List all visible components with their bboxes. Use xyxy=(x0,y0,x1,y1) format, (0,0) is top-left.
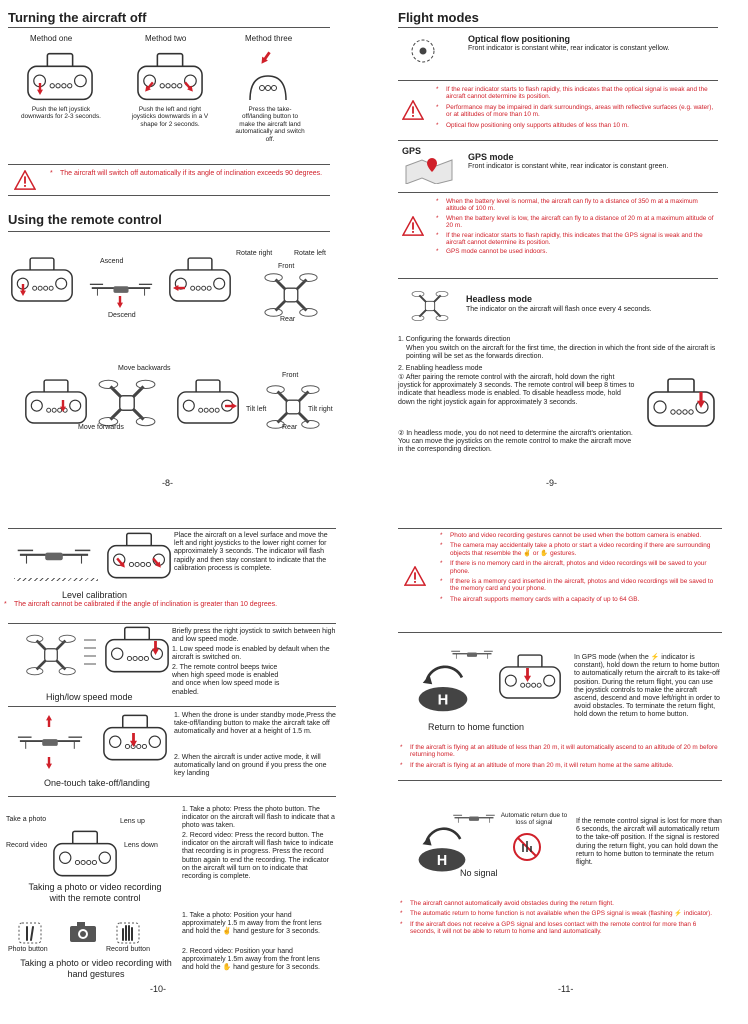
takeoff-caption: One-touch take-off/landing xyxy=(44,778,150,788)
headless-mode-icon xyxy=(410,286,450,326)
enable-step-2: ② In headless mode, you do not need to determine the aircraft's orientation. You can move the joysticks on the remote control to make the aircraft move in the corresponding direction. xyxy=(398,430,633,454)
method-three-label: Method three xyxy=(245,34,293,43)
drone-side-illustration xyxy=(452,812,496,826)
divider xyxy=(8,195,330,196)
warning-icon xyxy=(402,100,424,120)
takeoff-button-closeup xyxy=(248,66,288,100)
level-warning-list xyxy=(4,601,336,609)
front-label-2: Front xyxy=(282,372,299,379)
warning-item: * If the aircraft is flying at an altitude of more than 20 m, it will return home at the same altitude. xyxy=(400,762,722,769)
divider xyxy=(8,164,330,165)
off-warning-list xyxy=(50,170,326,178)
config-text: When you switch on the aircraft for the first time, the direction in which the front side of the aircraft is pointing will be set as the forwards direction. xyxy=(406,345,716,361)
warning-item: * Optical flow positioning only supports altitudes of less than 10 m. xyxy=(436,122,716,129)
rear-label: Rear xyxy=(280,316,296,323)
rotate-left-label: Rotate left xyxy=(294,250,326,257)
press-arrow-icon xyxy=(697,392,705,408)
warning-item: * GPS mode cannot be used indoors. xyxy=(436,248,716,255)
divider xyxy=(398,80,718,81)
photo-item-1: 1. Take a photo: Press the photo button. The indicator on the aircraft will flash to indicate that a photo was taken. xyxy=(182,806,335,830)
rear-label-2: Rear xyxy=(282,424,298,431)
camera-icon xyxy=(68,920,98,944)
press-arrow-icon xyxy=(152,640,159,656)
page-number: -9- xyxy=(546,478,557,488)
gesture-item-1: 1. Take a photo: Position your hand approximately 1.5 m away from the front lens and hold the ✌ hand gesture for 3 seconds. xyxy=(182,912,322,936)
method-one-desc: Push the left joystick downwards for 2-3 seconds. xyxy=(21,106,101,121)
remote-control-illustration xyxy=(104,626,170,674)
rotate-right-label: Rotate right xyxy=(236,250,273,257)
warning-item: * The camera may accidentally take a photo or start a video recording if there are surrounding objects that resemble the ✌ or ✋ gestures. xyxy=(440,542,722,557)
divider xyxy=(8,706,336,707)
rth-text: In GPS mode (when the ⚡ indicator is constant), hold down the return to home button to automatically return the aircraft to its take-off position. During the return flight, you can use the joystick controls to make the aircraft ascend, descend and move left/right in order to avoid obstacles. To terminate the return flight, hold down the return to home button. xyxy=(574,654,720,719)
warning-item: * Photo and video recording gestures cannot be used when the bottom camera is enabled. xyxy=(440,532,722,539)
page-number: -11- xyxy=(558,984,574,994)
divider xyxy=(398,632,722,633)
speed-lines-icon xyxy=(84,634,96,674)
rth-warning-list xyxy=(400,744,722,769)
photo-caption: Taking a photo or video recording with the remote control xyxy=(28,882,162,903)
takeoff-item-1: 1. When the drone is under standby mode,Press the take-off/landing button to make the aircraft take off automatically and hover at a height of 1.5 m. xyxy=(174,712,336,736)
divider xyxy=(398,278,718,279)
photo-button-label: Photo button xyxy=(8,946,48,953)
gps-map-icon xyxy=(404,156,454,184)
page-number: -8- xyxy=(162,478,173,488)
lens-down-label: Lens down xyxy=(124,842,158,849)
peace-hand-icon xyxy=(18,922,42,944)
warning-item: * If the aircraft does not receive a GPS signal and loses contact with the remote control for more than 6 seconds, it will not be able to return to home and land automatically. xyxy=(400,921,722,936)
arrow-left-icon xyxy=(171,285,187,291)
arrow-down-icon xyxy=(20,282,26,298)
page-number: -10- xyxy=(150,984,167,994)
speed-item-1: 1. Low speed mode is enabled by default when the aircraft is switched on. xyxy=(172,646,330,662)
warning-item: * Performance may be impaired in dark surroundings, areas with reflective surfaces (e.g. water), or at altitudes of more than 10 m. xyxy=(436,104,716,119)
optical-flow-icon xyxy=(410,38,436,64)
warning-item: * When the battery level is low, the aircraft can fly to a distance of 20 m at a maximum altitude of 20 m. xyxy=(436,215,716,230)
warning-item: * The aircraft cannot be calibrated if the angle of inclination is greater than 10 degrees. xyxy=(4,601,336,609)
divider xyxy=(398,780,722,781)
arrow-right-icon xyxy=(223,403,239,409)
section-title-remote-control: Using the remote control xyxy=(8,212,162,227)
level-calibration-caption: Level calibration xyxy=(62,590,128,600)
warning-item: * If there is no memory card in the aircraft, photos and video recordings will be saved to your phone. xyxy=(440,560,722,575)
warning-item: * The aircraft cannot automatically avoid obstacles during the return flight. xyxy=(400,900,722,907)
final-warning-list xyxy=(400,900,722,936)
arrow-down-icon xyxy=(117,296,123,308)
front-label: Front xyxy=(278,263,295,270)
divider xyxy=(8,623,336,624)
method-two-label: Method two xyxy=(145,34,187,43)
divider xyxy=(8,796,336,797)
home-point-icon xyxy=(416,664,470,718)
remote-control-illustration xyxy=(176,378,240,426)
ground-surface xyxy=(14,578,98,581)
takeoff-item-2: 2. When the aircraft is under active mode, it will automatically land on ground if you press the one key landing xyxy=(174,754,327,778)
headless-heading: Headless mode xyxy=(466,294,533,304)
warning-icon xyxy=(402,216,424,236)
section-title-turn-off: Turning the aircraft off xyxy=(8,10,147,25)
press-arrow-icon xyxy=(258,49,273,66)
divider xyxy=(8,231,330,232)
drone-side-illustration xyxy=(450,648,494,662)
warning-item: * The automatic return to home function is not available when the GPS signal is weak (flashing ⚡ indicator). xyxy=(400,910,722,917)
gps-icon-label: GPS xyxy=(402,146,422,156)
warning-item: * The aircraft will switch off automatically if its angle of inclination exceeds 90 degrees. xyxy=(50,170,326,178)
optical-desc: Front indicator is constant white, rear indicator is constant yellow. xyxy=(468,45,670,52)
drone-side-illustration xyxy=(14,546,94,568)
press-arrow-icon xyxy=(524,668,531,682)
remote-control-illustration xyxy=(24,378,88,426)
warning-item: * If the aircraft is flying at an altitude of less than 20 m, it will automatically ascend to an altitude of 20 m before returning home. xyxy=(400,744,722,759)
divider xyxy=(398,528,722,529)
record-button-label: Record button xyxy=(106,946,150,953)
tilt-right-label: Tilt right xyxy=(308,406,333,413)
record-video-label: Record video xyxy=(6,842,48,849)
gps-desc: Front indicator is constant white, rear indicator is constant green. xyxy=(468,163,669,170)
open-hand-icon xyxy=(116,922,140,944)
speed-intro: Briefly press the right joystick to switch between high and low speed mode. xyxy=(172,628,336,644)
remote-control-illustration xyxy=(106,532,172,580)
enable-step-1: ① After pairing the remote control with the aircraft, hold down the right joystick for approximately 3 seconds. The remote control will beep 8 times to indicate that headless mode is enabled. To disable headless mode, hold down the right joystick again for approximately 3 seconds. xyxy=(398,374,635,406)
take-photo-label: Take a photo xyxy=(6,816,47,823)
move-backwards-label: Move backwards xyxy=(118,365,171,372)
gesture-item-2: 2. Record video: Position your hand approximately 1.5m away from the front lens and hold the ✋ hand gesture for 3 seconds. xyxy=(182,948,320,972)
move-forwards-label: Move forwards xyxy=(78,424,124,431)
no-signal-caption: No signal xyxy=(460,868,498,878)
divider xyxy=(8,27,330,28)
rth-caption: Return to home function xyxy=(428,722,525,732)
remote-control-illustration xyxy=(646,378,716,428)
divider xyxy=(8,528,336,529)
level-calibration-text: Place the aircraft on a level surface and move the left and right joysticks to the lower right corner for approximately 3 seconds. The indicator will flash rapidly and then stay constant to indicate that the calibration process is complete. xyxy=(174,532,328,572)
warning-item: * If the rear indicator starts to flash rapidly, this indicates that the GPS signal is weak and the aircraft cannot determine its position. xyxy=(436,232,716,247)
warning-item: * When the battery level is normal, the aircraft can fly to a distance of 350 m at a maximum altitude of 100 m. xyxy=(436,198,716,213)
method-one-label: Method one xyxy=(30,34,73,43)
remote-control-illustration xyxy=(168,256,232,304)
warning-item: * If the rear indicator starts to flash rapidly, this indicates that the optical signal is weak and the aircraft cannot determine its position. xyxy=(436,86,716,101)
arrow-down-icon xyxy=(37,82,43,96)
gesture-caption: Taking a photo or video recording with hand gestures xyxy=(20,958,172,979)
method-two-desc: Push the left and right joysticks downwards in a V shape for 2 seconds. xyxy=(131,106,209,128)
remote-control-illustration xyxy=(136,52,204,102)
arrow-down-icon xyxy=(60,398,66,414)
divider xyxy=(398,140,718,141)
optical-heading: Optical flow positioning xyxy=(468,34,570,44)
drone-top-illustration xyxy=(24,628,78,682)
warning-item: * The aircraft supports memory cards with a capacity of up to 64 GB. xyxy=(440,596,722,603)
gps-warning-list xyxy=(436,198,716,256)
arrow-up-icon xyxy=(46,714,52,728)
enable-heading: 2. Enabling headless mode xyxy=(398,365,483,372)
remote-control-illustration xyxy=(52,830,118,878)
tilt-left-label: Tilt left xyxy=(246,406,267,413)
divider xyxy=(398,27,718,28)
warning-item: * If there is a memory card inserted in the aircraft, photos and video recordings will be saved to the memory card and your phone. xyxy=(440,578,722,593)
drone-side-illustration xyxy=(16,732,84,754)
lens-up-label: Lens up xyxy=(120,818,145,825)
speed-item-2: 2. The remote control beeps twice when high speed mode is enabled and once when low speed mode is enabled. xyxy=(172,664,280,696)
warning-icon xyxy=(404,566,426,586)
gps-heading: GPS mode xyxy=(468,152,514,162)
photo-item-2: 2. Record video: Press the record button. The indicator on the aircraft will flash twice to indicate that recording is in progress. Press the record button again to end the recording. The indicator on the aircraft will turn on to indicate that recording is complete. xyxy=(182,832,334,881)
no-signal-text: If the remote control signal is lost for more than 6 seconds, the aircraft will automatically return to the take-off position. If the signal is restored during the return flight, you can hold down the return to home button to terminate the return flight. xyxy=(576,818,722,867)
warning-icon xyxy=(14,170,36,190)
optical-warning-list xyxy=(436,86,716,129)
config-heading: 1. Configuring the forwards direction xyxy=(398,336,511,343)
descend-label: Descend xyxy=(108,312,136,319)
section-title-flight-modes: Flight modes xyxy=(398,10,479,25)
no-signal-icon xyxy=(512,832,542,862)
speed-caption: High/low speed mode xyxy=(46,692,133,702)
method-three-desc: Press the take-off/landing button to make the aircraft land automatically and switch off. xyxy=(235,106,305,143)
ascend-label: Ascend xyxy=(100,258,124,265)
divider xyxy=(398,192,718,193)
headless-desc: The indicator on the aircraft will flash once every 4 seconds. xyxy=(466,306,652,313)
no-signal-label: Automatic return due to loss of signal xyxy=(500,812,568,827)
arrow-down-icon xyxy=(46,756,52,770)
gesture-warning-list xyxy=(440,532,722,603)
press-arrow-icon xyxy=(130,732,137,748)
